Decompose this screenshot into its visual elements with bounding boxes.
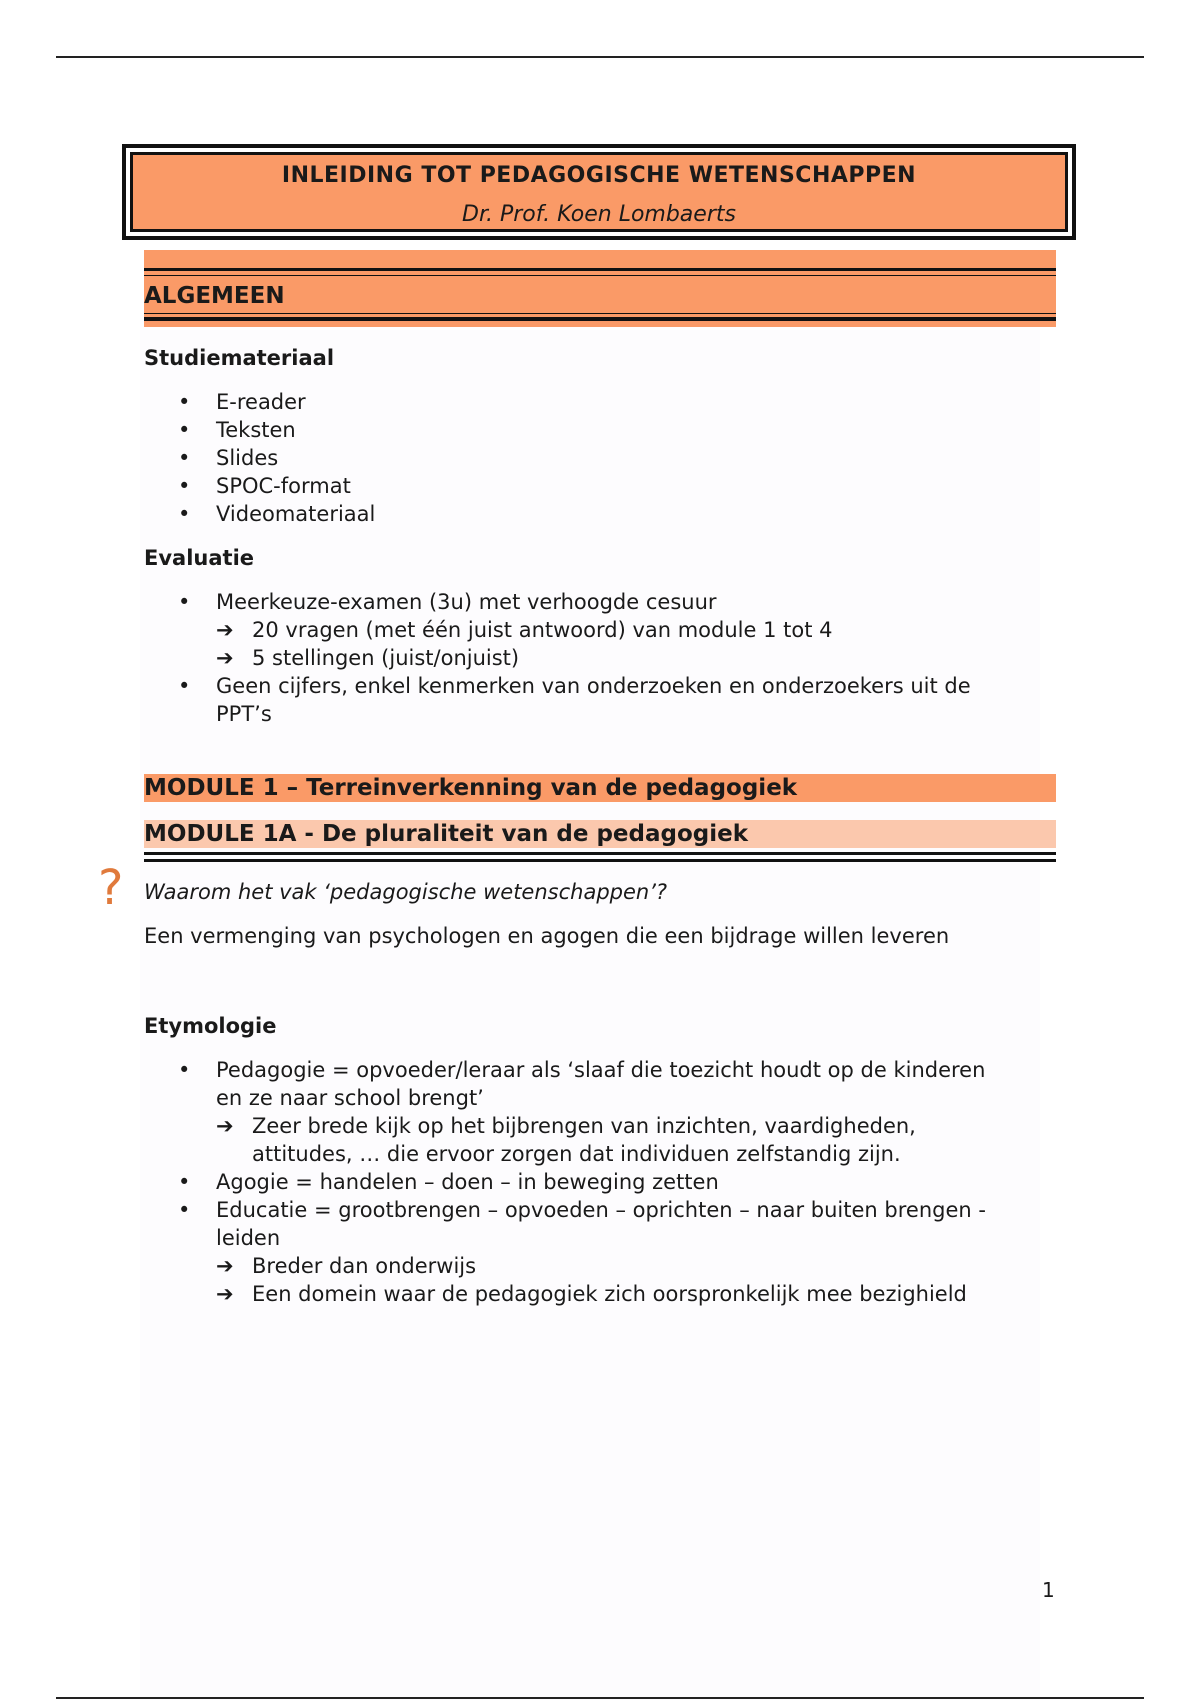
studiemateriaal-heading: Studiemateriaal xyxy=(144,346,335,370)
sub-item: ➔ 20 vragen (met één juist antwoord) van module 1 tot 4 xyxy=(216,618,833,642)
sub-item: ➔ 5 stellingen (juist/onjuist) xyxy=(216,646,520,670)
sub-item: ➔ Een domein waar de pedagogiek zich oorspronkelijk mee bezighield xyxy=(216,1282,967,1306)
etymologie-list xyxy=(178,1056,986,1308)
title-box xyxy=(122,144,1076,240)
list-item: • SPOC-format xyxy=(178,474,351,498)
arrow-icon: ➔ xyxy=(216,646,234,670)
module-1a-header xyxy=(144,820,1056,864)
list-item: • Slides xyxy=(178,446,279,470)
list-item: • E-reader xyxy=(178,390,306,414)
sub-item: ➔ Zeer brede kijk op het bijbrengen van inzichten, vaardigheden, attitudes, … die ervoor zorgen dat individuen zelfstandig zijn. xyxy=(216,1114,916,1166)
section-algemeen-title: ALGEMEEN xyxy=(144,283,285,309)
list-item: • Videomateriaal xyxy=(178,502,376,526)
question-text: Waarom het vak ‘pedagogische wetenschappen’? xyxy=(144,880,668,904)
top-rule xyxy=(56,56,1144,58)
arrow-icon: ➔ xyxy=(216,1114,234,1138)
arrow-icon: ➔ xyxy=(216,618,234,642)
evaluatie-heading: Evaluatie xyxy=(144,546,255,570)
evaluatie-list xyxy=(178,588,971,728)
author: Dr. Prof. Koen Lombaerts xyxy=(462,202,736,227)
list-item: • Geen cijfers, enkel kenmerken van onderzoeken en onderzoekers uit de PPT’s xyxy=(178,674,971,726)
sub-item: ➔ Breder dan onderwijs xyxy=(216,1254,477,1278)
section-algemeen-header xyxy=(144,250,1056,327)
list-item: • Pedagogie = opvoeder/leraar als ‘slaaf die toezicht houdt op de kinderen en ze naar school brengt’ ➔ Zeer brede kijk op het bijbrengen van inzichten, vaardigheden, attitudes, … die ervoor zorgen dat individuen zelfstandig zijn. xyxy=(178,1058,986,1166)
bottom-rule xyxy=(56,1697,1144,1699)
document-title: INLEIDING TOT PEDAGOGISCHE WETENSCHAPPEN xyxy=(281,163,917,188)
arrow-icon: ➔ xyxy=(216,1282,234,1306)
module-1-header: MODULE 1 – Terreinverkenning van de pedagogiek xyxy=(144,774,1056,802)
studiemateriaal-list xyxy=(178,388,375,528)
list-item: • Meerkeuze-examen (3u) met verhoogde cesuur ➔ 20 vragen (met één juist antwoord) van module 1 tot 4 ➔ 5 stellingen (juist/onjuist) xyxy=(178,588,971,672)
module-1a-title: MODULE 1A - De pluraliteit van de pedagogiek xyxy=(144,820,1056,848)
page-number: 1 xyxy=(1042,1578,1055,1602)
list-item: • Teksten xyxy=(178,418,296,442)
question-mark-icon: ? xyxy=(98,860,124,916)
answer-text: Een vermenging van psychologen en agogen die een bijdrage willen leveren xyxy=(144,924,950,948)
list-item: • Agogie = handelen – doen – in beweging zetten xyxy=(178,1170,719,1194)
etymologie-heading: Etymologie xyxy=(144,1014,277,1038)
title-inner xyxy=(130,152,1068,232)
arrow-icon: ➔ xyxy=(216,1254,234,1278)
list-item: • Educatie = grootbrengen – opvoeden – oprichten – naar buiten brengen - leiden ➔ Breder dan onderwijs ➔ Een domein waar de pedagogiek zich oorspronkelijk mee bezighield xyxy=(178,1198,986,1306)
